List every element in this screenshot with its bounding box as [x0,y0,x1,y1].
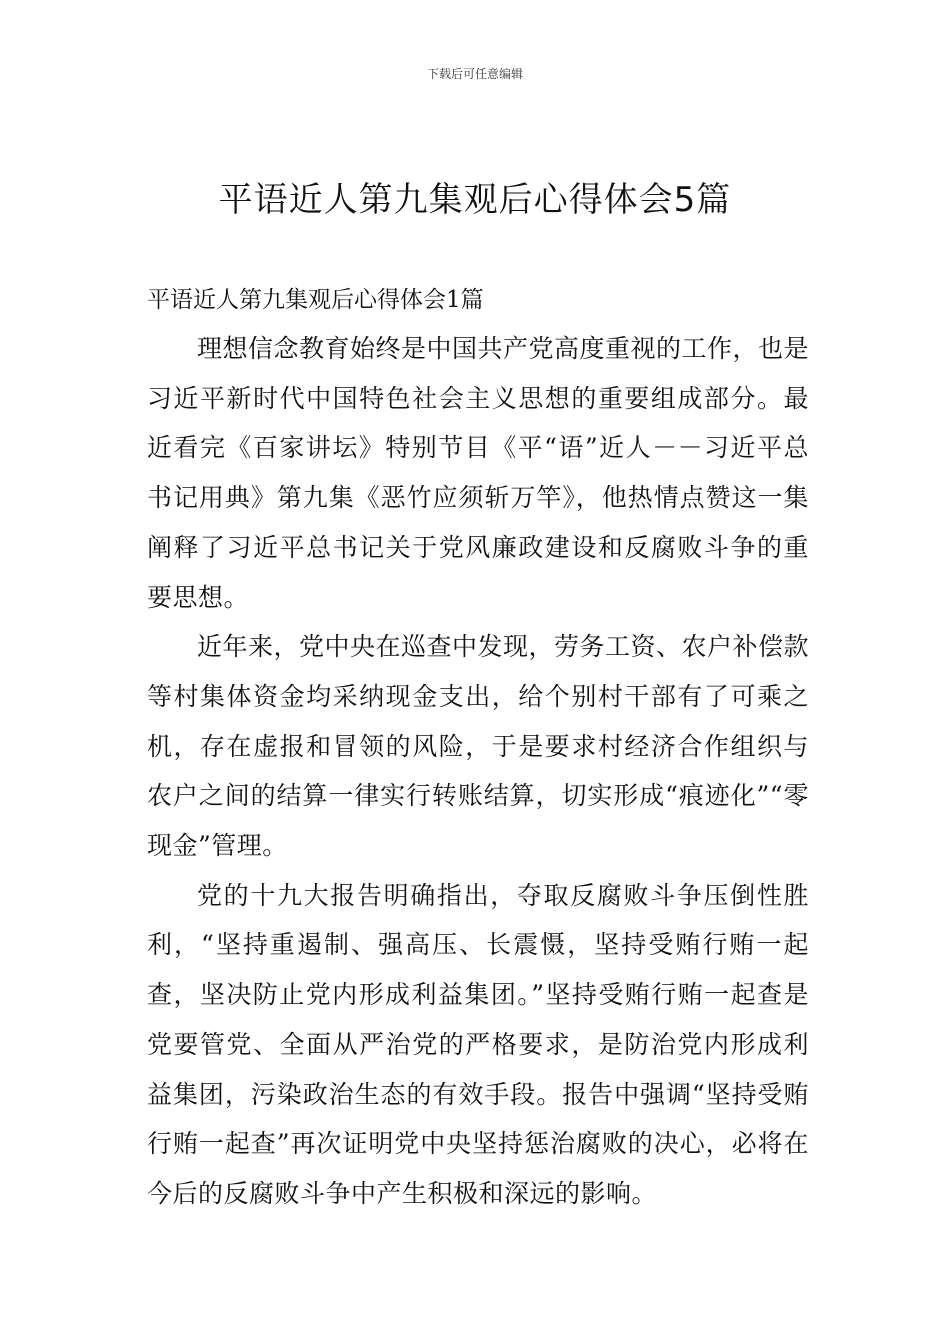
paragraph-2: 近年来，党中央在巡查中发现，劳务工资、农户补偿款等村集体资金均采纳现金支出，给个别村干部有了可乘之机，存在虚报和冒领的风险，于是要求村经济合作组织与农户之间的结算一律实行转账结算，切实形成“痕迹化”“零现金”管理。 [147,632,810,861]
document-title: 平语近人第九集观后心得体会5篇 [218,180,732,220]
section-heading: 平语近人第九集观后心得体会1篇 [147,287,484,313]
paragraph-3: 党的十九大报告明确指出，夺取反腐败斗争压倒性胜利，“坚持重遏制、强高压、长震慑，坚持受贿行贿一起查，坚决防止党内形成利益集团。”坚持受贿行贿一起查是党要管党、全面从严治党的严格要求，是防治党内形成利益集团，污染政治生态的有效手段。报告中强调“坚持受贿行贿一起查”再次证明党中央坚持惩治腐败的决心，必将在今后的反腐败斗争中产生积极和深远的影响。 [147,880,809,1208]
paragraph-1: 理想信念教育始终是中国共产党高度重视的工作，也是习近平新时代中国特色社会主义思想的重要组成部分。最近看完《百家讲坛》特别节目《平“语”近人－－习近平总书记用典》第九集《恶竹应须斩万竿》，他热情点赞这一集阐释了习近平总书记关于党风廉政建设和反腐败斗争的重要思想。 [147,334,810,612]
header-note: 下载后可任意编辑 [426,67,523,81]
document-body [147,276,809,1219]
